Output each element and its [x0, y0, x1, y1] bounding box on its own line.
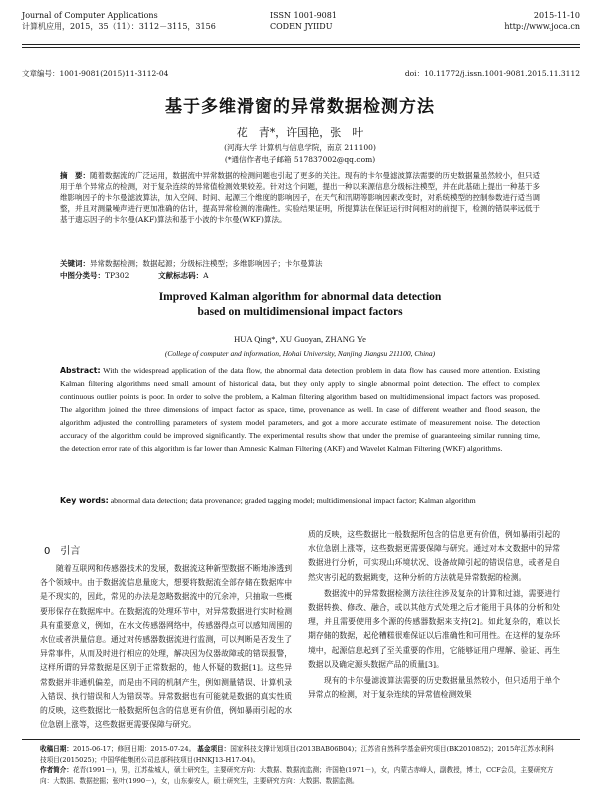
keywords-cn — [60, 258, 540, 269]
issn: ISSN 1001-9081 — [270, 11, 337, 20]
paper-title-cn: 基于多维滑窗的异常数据检测方法 — [165, 97, 435, 117]
fund-label: 基金项目： — [197, 745, 231, 753]
body-paragraph: 现有的卡尔曼滤波算法需要的历史数据量虽然较小，但只适用于单个异常点的检测，对于复杂连续的异常值检测效果 — [308, 676, 560, 700]
abstract-en-label: Abstract: — [60, 366, 101, 375]
title-en-line2: based on multidimensional impact factors — [197, 306, 403, 318]
title-en-line1: Improved Kalman algorithm for abnormal data detection — [158, 291, 442, 303]
header-rule-thin — [22, 47, 580, 48]
footnote — [40, 744, 560, 786]
bio-text: 花青(1991－)，男，江苏盐城人，硕士研究生，主要研究方向：大数据、数据流监测；许国艳(1971－)，女，内蒙古赤峰人，副教授，博士，CCF会员，主要研究方向：大数据、数据挖掘；张叶(1990－)，女，山东泰安人，硕士研究生，主要研究方向：大数据、数据监测。 — [40, 766, 554, 785]
footnote-rule — [22, 739, 580, 740]
authors-en: HUA Qing*, XU Guoyan, ZHANG Ye — [234, 334, 366, 344]
journal-date-url — [504, 10, 580, 32]
keywords-en-label: Key words: — [60, 496, 109, 505]
abstract-cn-text: 随着数据流的广泛运用，数据流中异常数据的检测问题也引起了更多的关注。现有的卡尔曼滤波算法需要的历史数据量虽然较小，但只适用于单个异常点的检测，对于复杂连续的异常值检测效果较差。针对这个问题，提出一种以来源信息分级标注模型，并在此基础上提出一种基于多维影响因子的卡尔曼滤波算法，加入空间、时间、起源三个维度的影响因子，在天气和汛期等影响因素改变时，对系统模型的控制参数进行适当调整，并且对测量噪声进行更加准确的估计，提高异常检测的准确性。实验结果证明，所提算法在保证运行时间相对的前提下，检测的错误率远低于基于遗忘因子的卡尔曼(AKF)算法和基于小波的卡尔曼(WKF)算法。 — [60, 171, 540, 224]
affiliation-en: (College of computer and information, Hohai University, Nanjing Jiangsu 211100, China) — [164, 349, 436, 358]
issue-date: 2015-11-10 — [533, 11, 580, 20]
affiliation-cn: (河海大学 计算机与信息学院，南京 211100) — [224, 143, 376, 152]
bio-label: 作者简介： — [40, 766, 73, 774]
section-heading-intro: 0 引言 — [44, 546, 81, 557]
article-meta — [22, 68, 580, 79]
clc-label: 中图分类号： — [60, 271, 105, 280]
header-rule-thick — [22, 44, 580, 45]
journal-url[interactable]: http://www.joca.cn — [504, 22, 580, 31]
keywords-cn-text: 异常数据检测；数据起源；分级标注模型；多维影响因子；卡尔曼算法 — [90, 259, 323, 268]
doi[interactable]: doi：10.11772/j.issn.1001-9081.2015.11.3112 — [404, 69, 580, 78]
journal-citation — [22, 10, 216, 32]
journal-citation-cn: 计算机应用，2015，35（11）：3112－3115，3156 — [22, 22, 216, 31]
abstract-en — [60, 364, 540, 455]
fund-text: 国家科技支撑计划项目(2013BAB06B04)；江苏省自然科学基金研究项目(BK2010852)；2015年江苏水利科技项目(2015025)；中国华能集团公司总部科技项目(HNKJ13-H17-04)。 — [40, 745, 554, 764]
journal-name-en: Journal of Computer Applications — [22, 11, 158, 20]
keywords-cn-label: 关键词： — [60, 259, 90, 268]
abstract-cn — [60, 170, 540, 225]
page-header — [22, 10, 580, 40]
received-label: 收稿日期： — [40, 745, 73, 753]
authors-cn: 花 青*，许国艳，张 叶 — [236, 126, 364, 139]
doc-code-value: A — [203, 271, 209, 280]
abstract-en-text: With the widespread application of the data flow, the abnormal data detection problem in data flow has caused more attention. Existing Kalman filtering algorithms need small amount of historical data, but they only apply to single abnormal point detection. The effect to complex continuous outlier points is poor. In order to solve the problem, a Kalman filtering algorithm based on multidimensional impact factors was proposed. The algorithm joined the three dimensions of impact factor as space, time, provenance as well. In case of different weather and flood season, the algorithm adjusted the controlling parameters of system model parameters, and got a more accurate estimate of measurement noise. The detection accuracy of the algorithm could be improved significantly. The experimental results show that under the premise of guaranteeing similar running time, the detection error rate of this algorithm is far lower than Amnesic Kalman Filtering (AKF) and Wavelet Kalman Filtering (WKF) algorithms. — [60, 366, 540, 453]
received-dates: 2015-06-17；修回日期：2015-07-24。 — [72, 745, 196, 753]
classification-cn — [60, 270, 540, 281]
coden: CODEN JYIIDU — [270, 22, 333, 31]
corresponding-author-cn: (*通信作者电子邮箱 517837002@qq.com) — [224, 155, 376, 164]
body-column-right — [308, 528, 560, 704]
paper-title-en — [0, 290, 600, 320]
keywords-en — [60, 494, 540, 507]
body-paragraph: 数据流中的异常数据检测方法往往涉及复杂的计算和过滤，需要进行数据转换、修改、融合，或以其他方式处理之后才能用于具体的分析和处理，并且需要使用多个源的传感器数据来支持[2]。如此复杂的，难以长期存储的数据，起伦糟糕很难保证以后准确性和可用性。在这样的复杂环境中，起源信息起到了至关重要的作用，它能够证用户理解、验证、再生数据以及确定源头数据产品的质量[3]。 — [308, 588, 560, 669]
article-number: 文章编号：1001-9081(2015)11-3112-04 — [22, 69, 169, 78]
journal-codes — [270, 10, 337, 32]
body-paragraph: 质的反映，这些数据比一般数据所包含的信息更有价值，例如暴雨引起的水位急剧上涨等，这些数据更需要保障与研究。通过对本文数据中的异常数据进行分析，可实现山环境状况、设备故障引起的错误信息，或者是自然灾害引起的数据跳变，这种分析的方法就是异常数据的检测。 — [308, 530, 560, 582]
keywords-en-text: abnormal data detection; data provenance; graded tagging model; multidimensional impact factor; Kalman algorithm — [110, 496, 476, 505]
body-column-left: 随着互联网和传感器技术的发展，数据流这种新型数据不断地渗透到各个领域中。由于数据流信息量庞大，想要将数据流全部存储在数据库中是不现实的，因此，常见的办法是忽略数据流中的冗余冲，只抽取一些概要形保存在数据库中。在数据流的处理环节中，对异常数据进行实时检测具有重要意义，例如，在水文传感器网络中，传感器得点可以感知周围的水位或者洪量信息。通过对传感器数据流进行监测，可以判断是否发生了异常事件，从而及时进行相应的处理，解决因为仪器故障或的错误报警，这样所谓的异常数据是区别于正常数据的，他人怀疑的数据[1]。这些异常数据并非通机偏差，而是由不同的机制产生，例如测量错误、计算机录入错误、执行错误和人为错误等。异常数据也有可能就是数据的真实性质的反映，这些数据比一般数据所包含的信息更有价值，例如暴雨引起的水位急剧上涨等，这些数据更需要保障与研究。 — [40, 564, 292, 730]
abstract-cn-label: 摘 要： — [60, 171, 90, 180]
doc-code-label: 文献标志码： — [158, 271, 204, 280]
clc-value: TP302 — [105, 271, 130, 280]
